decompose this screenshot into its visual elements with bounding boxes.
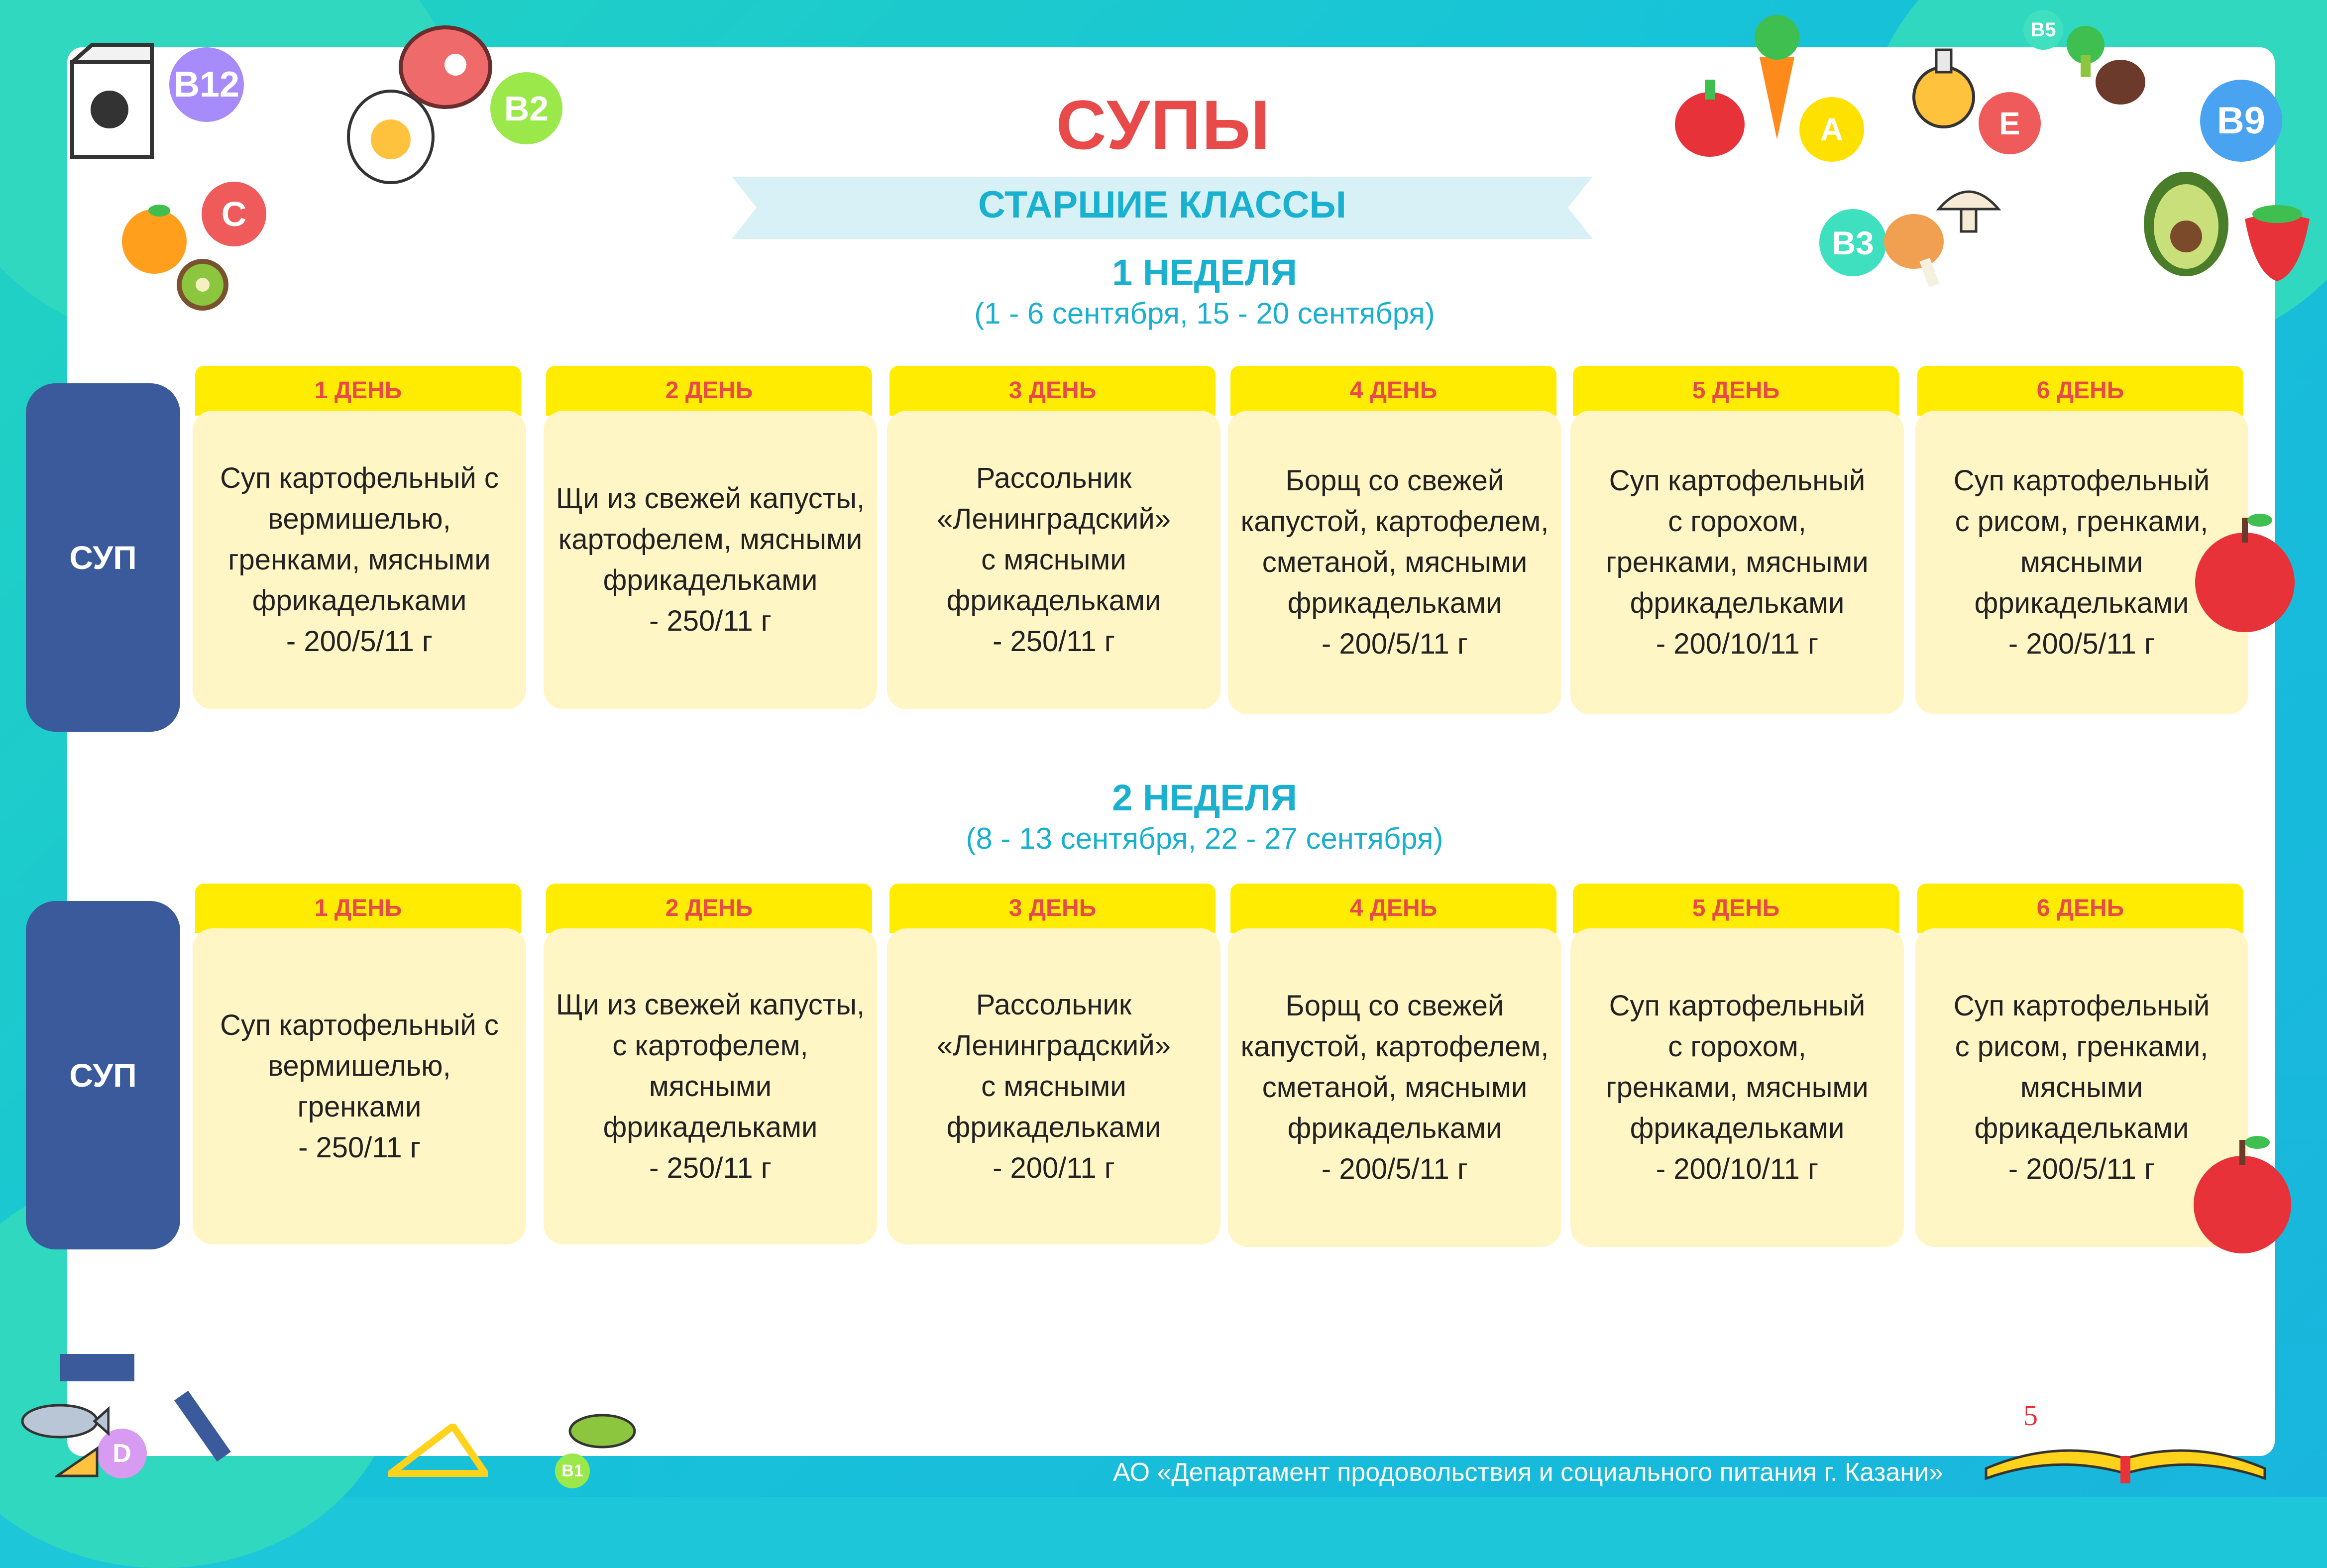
- vitamin-label: B9: [2216, 100, 2266, 142]
- day-menu: [1570, 928, 1904, 1247]
- avocado-icon: [2140, 164, 2232, 279]
- menu-text: Суп картофельный с рисом, гренками, мясными фрикадельками - 200/5/11 г: [1953, 990, 2210, 1185]
- day-menu: [193, 928, 526, 1244]
- menu-text: Суп картофельный с рисом, гренками, мясными фрикадельками - 200/5/11 г: [1953, 464, 2210, 660]
- row-label-week-1: СУП: [26, 383, 180, 732]
- page-number: 5: [2023, 1399, 2038, 1432]
- week-1-title: 1 НЕДЕЛЯ: [1112, 252, 1297, 293]
- pepper-icon: [1670, 75, 1750, 159]
- day-menu: [1228, 411, 1561, 714]
- vitamin-b1-badge: [555, 1454, 590, 1488]
- oil-bottle-icon: [1911, 45, 1976, 129]
- apple-icon: [2190, 503, 2300, 637]
- day-tab: 3 ДЕНЬ: [889, 366, 1216, 416]
- menu-text: Рассольник «Ленинградский» с мясными фрикадельками - 200/11 г: [937, 988, 1171, 1184]
- page-title: СУПЫ: [1056, 86, 1271, 164]
- day-tab: 6 ДЕНЬ: [1917, 884, 2243, 933]
- week-2-dates: (8 - 13 сентября, 22 - 27 сентября): [966, 822, 1443, 855]
- kiwi-icon: [174, 256, 231, 314]
- week-2-title: 2 НЕДЕЛЯ: [1112, 777, 1297, 818]
- vitamin-label: B12: [173, 65, 240, 105]
- vitamin-b2-badge: [490, 72, 562, 144]
- strawberry-icon: [2240, 199, 2315, 284]
- meat-icon: [2093, 55, 2148, 110]
- vitamin-b9-badge: [2200, 80, 2282, 162]
- day-tab: 5 ДЕНЬ: [1573, 884, 1899, 933]
- day-tab: 2 ДЕНЬ: [546, 366, 872, 416]
- day-menu: [544, 928, 877, 1244]
- vitamin-label: B2: [504, 89, 549, 128]
- vitamin-label: A: [1820, 112, 1844, 147]
- vitamin-label: B1: [561, 1461, 583, 1480]
- day-tab: 3 ДЕНЬ: [889, 884, 1216, 933]
- week-1-dates: (1 - 6 сентября, 15 - 20 сентября): [974, 297, 1435, 330]
- day-menu: [1228, 928, 1561, 1247]
- menu-text: Рассольник «Ленинградский» с мясными фрикадельками - 250/11 г: [937, 462, 1171, 658]
- steak-icon: [396, 20, 495, 114]
- page-subtitle: СТАРШИЕ КЛАССЫ: [978, 184, 1346, 226]
- milk-carton-icon: [70, 42, 154, 159]
- vitamin-label: C: [221, 195, 247, 233]
- vitamin-b12-badge: [169, 47, 244, 122]
- cheese-icon: [55, 1439, 100, 1478]
- carrot-icon: [1745, 12, 1809, 142]
- vitamin-e-badge: [1979, 92, 2041, 154]
- day-tab: 4 ДЕНЬ: [1230, 884, 1556, 933]
- menu-text: Суп картофельный с горохом, гренками, мясными фрикадельками - 200/10/11 г: [1606, 464, 1869, 660]
- day-menu: [193, 411, 526, 709]
- vitamin-b5-badge: [2023, 10, 2063, 50]
- menu-text: Борщ со свежей капустой, картофелем, сметаной, мясными фрикадельками - 200/5/11 г: [1240, 990, 1549, 1185]
- day-tab: 4 ДЕНЬ: [1230, 366, 1556, 416]
- day-menu: [1570, 411, 1904, 714]
- vitamin-b3-badge: [1819, 209, 1886, 276]
- vitamin-label: E: [1999, 105, 2020, 141]
- day-tab: 2 ДЕНЬ: [546, 884, 872, 933]
- day-tab: 1 ДЕНЬ: [195, 884, 521, 933]
- peas-icon: [567, 1404, 637, 1458]
- menu-text: Суп картофельный с вермишелью, гренками - 250/11 г: [220, 1008, 499, 1164]
- chicken-leg-icon: [1882, 209, 1956, 289]
- vitamin-c-badge: [202, 182, 266, 246]
- menu-text: Щи из свежей капусты, с картофелем, мясными фрикадельками - 250/11 г: [555, 988, 865, 1184]
- day-tab: 1 ДЕНЬ: [195, 366, 521, 416]
- menu-text: Борщ со свежей капустой, картофелем, сметаной, мясными фрикадельками - 200/5/11 г: [1240, 464, 1549, 660]
- vitamin-label: B3: [1832, 224, 1874, 261]
- decor-bar: [60, 1354, 134, 1381]
- apple-icon: [2190, 1125, 2295, 1259]
- row-label-week-2: СУП: [26, 901, 180, 1249]
- day-menu: [887, 411, 1220, 709]
- day-menu: [544, 411, 877, 709]
- fish-icon: [20, 1401, 110, 1441]
- ruler-icon: [388, 1424, 488, 1478]
- day-tab: 6 ДЕНЬ: [1917, 366, 2243, 416]
- vitamin-label: D: [112, 1439, 131, 1468]
- footer-organization: АО «Департамент продовольствия и социального питания г. Казани»: [1113, 1458, 1943, 1487]
- day-tab: 5 ДЕНЬ: [1573, 366, 1899, 416]
- menu-text: Суп картофельный с вермишелью, гренками, мясными фрикадельками - 200/5/11 г: [220, 462, 499, 658]
- day-menu: [887, 928, 1220, 1244]
- pencil-icon: [172, 1389, 236, 1478]
- menu-text: Щи из свежей капусты, картофелем, мясными фрикадельками - 250/11 г: [555, 482, 865, 637]
- menu-text: Суп картофельный с горохом, гренками, мясными фрикадельками - 200/10/11 г: [1606, 990, 1869, 1185]
- vitamin-label: B5: [2030, 18, 2056, 41]
